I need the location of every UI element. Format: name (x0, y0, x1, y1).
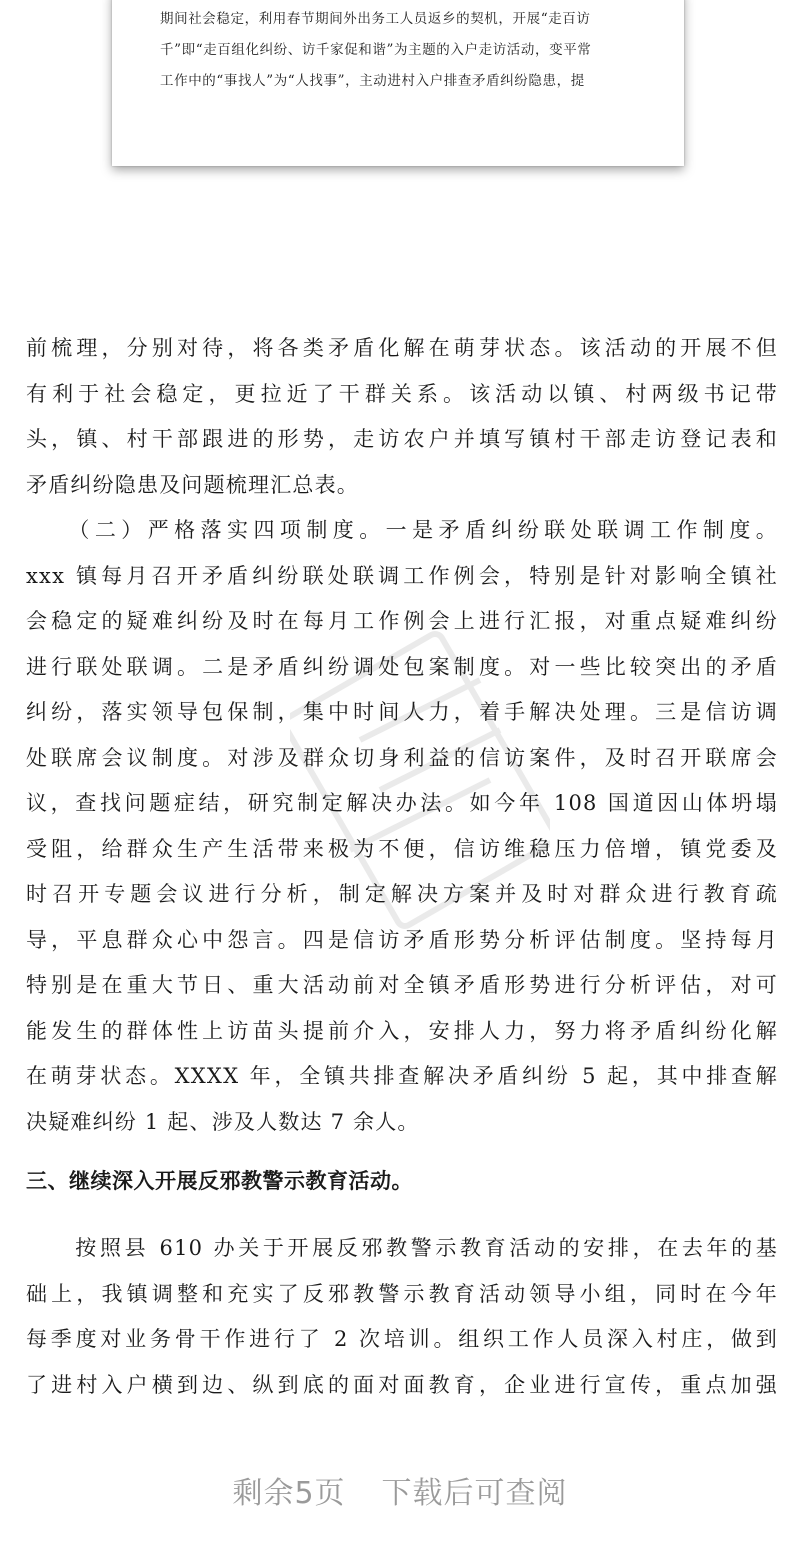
text-line: 有利于社会稳定，更拉近了干群关系。该活动以镇、村两级书记带 (26, 381, 778, 406)
preview-line: 工作中的“事找人”为“人找事”，主动进村入户排查矛盾纠纷隐患，提 (160, 73, 585, 89)
text-line: 前梳理，分别对待，将各类矛盾化解在萌芽状态。该活动的开展不但 (26, 336, 778, 360)
paragraph-2 (26, 508, 778, 1145)
section-heading: 三、继续深入开展反邪教警示教育活动。 (26, 1169, 413, 1193)
paragraph-1 (26, 326, 778, 508)
text-line: 纠纷，落实领导包保制，集中时间人力，着手解决处理。三是信访调 (26, 700, 778, 724)
text-line: （二）严格落实四项制度。一是矛盾纠纷联处联调工作制度。 (26, 518, 778, 542)
text-line: 议，查找问题症结，研究制定解决办法。如今年 108 国道因山体坍塌 (26, 791, 778, 815)
document-body (26, 326, 778, 1408)
text-line: 决疑难纠纷 1 起、涉及人数达 7 余人。 (26, 1109, 420, 1134)
text-line: 础上，我镇调整和充实了反邪教警示教育活动领导小组，同时在今年 (26, 1281, 778, 1306)
download-to-read-label[interactable]: 下载后可查阅 (381, 1476, 568, 1511)
text-line: 按照县 610 办关于开展反邪教警示教育活动的安排，在去年的基 (26, 1236, 778, 1260)
text-line: 导，平息群众心中怨言。四是信访矛盾形势分析评估制度。坚持每月 (26, 927, 778, 952)
text-line: 会稳定的疑难纠纷及时在每月工作例会上进行汇报，对重点疑难纠纷 (26, 609, 778, 633)
text-line: 了进村入户横到边、纵到底的面对面教育，企业进行宣传，重点加强 (26, 1372, 778, 1397)
paragraph-3 (26, 1226, 778, 1408)
download-prompt[interactable] (0, 1468, 800, 1512)
text-line: 能发生的群体性上访苗头提前介入，安排人力，努力将矛盾纠纷化解 (26, 1018, 778, 1043)
text-line: 进行联处联调。二是矛盾纠纷调处包案制度。对一些比较突出的矛盾 (26, 654, 778, 679)
text-line: 处联席会议制度。对涉及群众切身利益的信访案件，及时召开联席会 (26, 745, 778, 770)
text-line: xxx 镇每月召开矛盾纠纷联处联调工作例会，特别是针对影响全镇社 (26, 563, 778, 588)
text-line: 头，镇、村干部跟进的形势，走访农户并填写镇村干部走访登记表和 (26, 427, 778, 451)
preview-line: 千”即“走百组化纠纷、访千家促和谐”为主题的入户走访活动，变平常 (160, 42, 592, 58)
text-line: 矛盾纠纷隐患及问题梳理汇总表。 (26, 472, 359, 497)
text-line: 时召开专题会议进行分析，制定解决方案并及时对群众进行教育疏 (26, 882, 778, 906)
text-line: 受阻，给群众生产生活带来极为不便，信访维稳压力倍增，镇党委及 (26, 836, 778, 861)
preview-page-card (112, 0, 684, 166)
text-line: 特别是在重大节日、重大活动前对全镇矛盾形势进行分析评估，对可 (26, 973, 778, 997)
preview-line: 期间社会稳定，利用春节期间外出务工人员返乡的契机，开展“走百访 (160, 11, 591, 27)
preview-page-text (160, 4, 640, 97)
text-line: 每季度对业务骨干作进行了 2 次培训。组织工作人员深入村庄，做到 (26, 1327, 778, 1351)
text-line: 在萌芽状态。XXXX 年，全镇共排查解决矛盾纠纷 5 起，其中排查解 (26, 1064, 778, 1088)
remaining-pages-label: 剩余5页 (232, 1476, 346, 1511)
